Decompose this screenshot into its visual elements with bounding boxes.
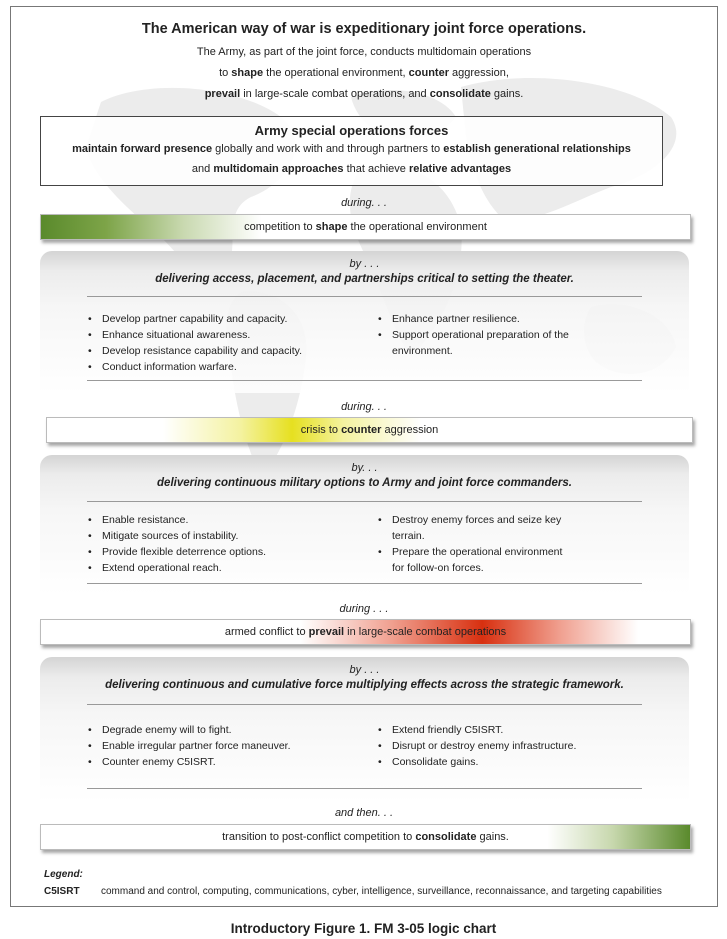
legend-term: C5ISRT — [44, 886, 80, 897]
text-segment: prevail — [308, 626, 345, 638]
text-segment: the operational environment, — [263, 67, 409, 79]
phase3-right-list — [378, 722, 648, 770]
army-sof-box — [40, 116, 663, 186]
phase1-panel — [40, 251, 689, 393]
army-sof-line-1 — [41, 141, 662, 158]
list-item: • Consolidate gains. — [378, 754, 648, 770]
text-segment: armed conflict to — [224, 626, 309, 638]
list-item: • Degrade enemy will to fight. — [88, 722, 378, 738]
list-item: • Prepare the operational environment for follow-on forces. — [378, 544, 568, 576]
phase2-connector: during. . . — [341, 401, 387, 413]
text-segment: in large-scale combat operations, and — [240, 88, 430, 100]
list-item: • Support operational preparation of the environment. — [378, 327, 578, 359]
phase1-divider-top — [87, 296, 642, 297]
list-item: • Develop resistance capability and capacity. — [88, 343, 378, 359]
phase2-divider-top — [87, 501, 642, 502]
phase4-transition-bar — [40, 824, 691, 850]
text-segment: aggression — [381, 424, 439, 436]
intro-line-1: The Army, as part of the joint force, conducts multidomain operations — [196, 46, 532, 58]
phase3-left-list — [88, 722, 378, 770]
list-item: • Develop partner capability and capacity. — [88, 311, 378, 327]
list-item: • Mitigate sources of instability. — [88, 528, 378, 544]
text-segment: consolidate — [415, 831, 477, 843]
list-item: • Enhance partner resilience. — [378, 311, 578, 327]
text-segment: to — [219, 67, 232, 79]
list-item: • Enable resistance. — [88, 512, 378, 528]
phase3-divider-bottom — [87, 788, 642, 789]
phase1-divider-bottom — [87, 380, 642, 381]
legend-label: Legend: — [44, 869, 83, 880]
army-sof-heading: Army special operations forces — [254, 123, 449, 138]
phase1-right-list — [378, 311, 578, 359]
text-segment: aggression, — [448, 67, 509, 79]
phase2-heading: delivering continuous military options to Army and joint force commanders. — [157, 477, 572, 489]
text-segment: that achieve — [343, 163, 409, 175]
text-segment: globally and work with and through partners to — [212, 143, 444, 155]
list-item: • Extend operational reach. — [88, 560, 378, 576]
phase2-panel — [40, 455, 689, 595]
list-item: • Destroy enemy forces and seize key terrain. — [378, 512, 568, 544]
text-segment: gains. — [476, 831, 509, 843]
list-item: • Provide flexible deterrence options. — [88, 544, 378, 560]
phase3-by: by . . . — [349, 664, 380, 676]
army-sof-line-2 — [41, 161, 662, 178]
phase3-connector: during . . . — [339, 603, 389, 615]
list-item: • Extend friendly C5ISRT. — [378, 722, 648, 738]
text-segment: counter — [408, 67, 449, 79]
text-segment: the operational environment — [347, 221, 487, 233]
list-item: • Disrupt or destroy enemy infrastructure. — [378, 738, 648, 754]
phase3-heading: delivering continuous and cumulative force multiplying effects across the strategic framework. — [105, 679, 624, 691]
phase3-divider-top — [87, 704, 642, 705]
text-segment: shape — [315, 221, 348, 233]
text-segment: counter — [341, 424, 382, 436]
phase1-competition-bar — [40, 214, 691, 240]
phase2-crisis-bar — [46, 417, 693, 443]
text-segment: and — [191, 163, 214, 175]
text-segment: relative advantages — [408, 163, 512, 175]
legend-definition: command and control, computing, communications, cyber, intelligence, surveillance, reconnaissance, and targeting capabilities — [101, 886, 662, 897]
intro-line-2 — [11, 65, 717, 81]
figure-caption: Introductory Figure 1. FM 3-05 logic chart — [230, 921, 497, 936]
text-segment: consolidate — [429, 88, 491, 100]
phase1-by: by . . . — [349, 258, 380, 270]
phase2-right-list — [378, 512, 568, 576]
intro-line-3 — [11, 86, 717, 102]
list-item: • Counter enemy C5ISRT. — [88, 754, 378, 770]
text-segment: in large-scale combat operations — [344, 626, 507, 638]
text-segment: establish generational relationships — [443, 143, 631, 155]
text-segment: multidomain approaches — [213, 163, 344, 175]
phase2-by: by. . . — [351, 462, 378, 474]
text-segment: transition to post-conflict competition to — [222, 831, 416, 843]
phase2-left-list — [88, 512, 378, 576]
text-segment: prevail — [204, 88, 241, 100]
text-segment: maintain forward presence — [72, 143, 213, 155]
phase4-connector: and then. . . — [334, 807, 394, 819]
phase1-heading: delivering access, placement, and partnerships critical to setting the theater. — [155, 273, 574, 285]
list-item: • Conduct information warfare. — [88, 359, 378, 375]
text-segment: competition to — [244, 221, 316, 233]
text-segment: gains. — [490, 88, 524, 100]
phase2-divider-bottom — [87, 583, 642, 584]
phase3-panel — [40, 657, 689, 802]
main-title: The American way of war is expeditionary joint force operations. — [141, 21, 587, 37]
list-item: • Enable irregular partner force maneuver. — [88, 738, 378, 754]
phase1-left-list — [88, 311, 378, 375]
text-segment: shape — [231, 67, 264, 79]
phase3-armed-conflict-bar — [40, 619, 691, 645]
logic-chart-frame — [10, 6, 718, 907]
text-segment: crisis to — [300, 424, 342, 436]
list-item: • Enhance situational awareness. — [88, 327, 378, 343]
phase1-connector: during. . . — [341, 197, 387, 209]
